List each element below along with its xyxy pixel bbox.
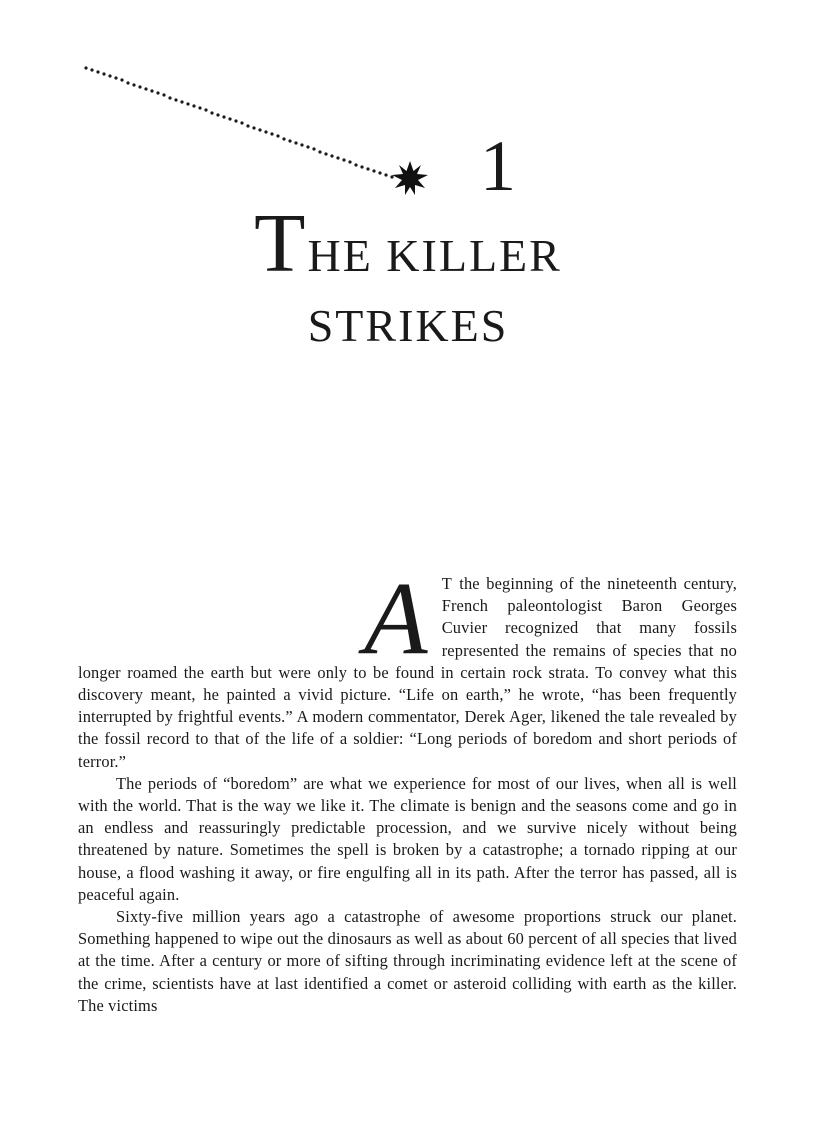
paragraph-2: The periods of “boredom” are what we experience for most of our lives, when all is well with the world. That is the way we like it. The climate is benign and the seasons come and go in an endless and reassuringly predictable procession, and we survive nicely without being threatened by nature. Sometimes the spell is broken by a catastrophe; a tornado ripping at our house, a flood washing it away, or fire engulfing all in its path. After the terror has passed, all is peaceful again. <box>78 773 737 904</box>
chapter-title-line-2: STRIKES <box>307 300 509 351</box>
chapter-title-initial: T <box>254 197 308 290</box>
chapter-title-line-1 <box>0 197 816 298</box>
chapter-body <box>78 561 737 1017</box>
paragraph-3: Sixty-five million years ago a catastrophe of awesome proportions struck our planet. Something happened to wipe out the dinosaurs as well as about 60 percent of all species that lived at the time. After a century or more of sifting through incriminating evidence left at the scene of the crime, scientists have at last identified a comet or asteroid colliding with earth as the killer. The victims <box>78 907 737 1015</box>
paragraph-1 <box>78 561 737 773</box>
dotted-trail <box>84 66 393 178</box>
chapter-title-rest: HE KILLER <box>307 230 562 281</box>
first-word-rest: T <box>441 574 453 593</box>
chapter-number: 1 <box>480 126 516 206</box>
paragraph-1-text: the beginning of the nineteenth century, French paleontologist Baron Georges Cuvier recognized that many fossils represented the remains of species that no longer roamed the earth but were only to be found in certain rock strata. To convey what this discovery meant, he painted a vivid picture. “Life on earth,” he wrote, “has been frequently interrupted by frightful events.” A modern commentator, Derek Ager, likened the tale revealed by the fossil record to that of the life of a soldier: “Long periods of boredom and short periods of terror.” <box>78 574 737 771</box>
drop-cap: A <box>364 561 428 676</box>
impact-starburst-icon <box>392 161 428 195</box>
